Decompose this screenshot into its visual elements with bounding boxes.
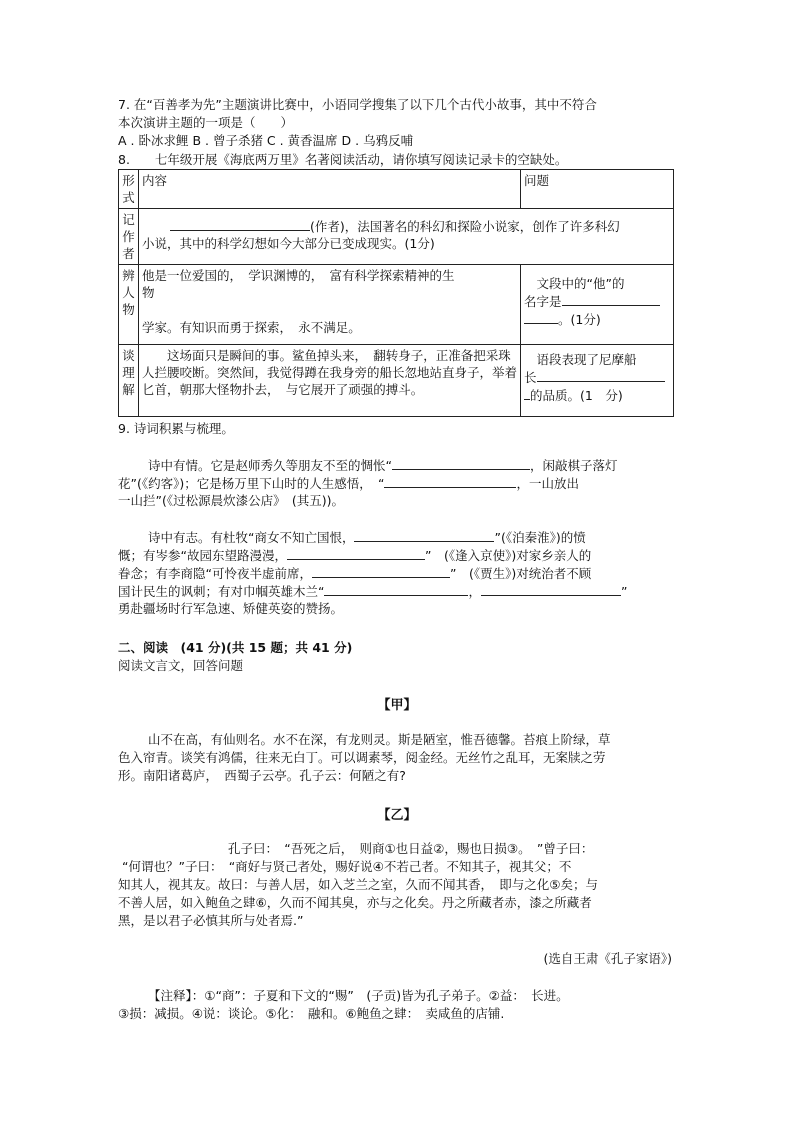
character-text-b: 物 bbox=[142, 285, 155, 300]
q7-stem-line1: 7. 在“百善孝为先”主题演讲比赛中，小语同学搜集了以下几个古代小故事，其中不符合 bbox=[118, 97, 597, 112]
character-name-blank-2[interactable] bbox=[524, 310, 558, 324]
passage-jia-line3: 形。南阳诸葛庐， 西蜀子云亭。孔子云：何陋之有? bbox=[118, 768, 406, 783]
quality-blank[interactable] bbox=[537, 368, 665, 382]
poem-blank-5[interactable] bbox=[312, 564, 450, 578]
author-text-b: 小说，其中的科学幻想如今大部分已变成现实。(1分) bbox=[142, 236, 435, 251]
q9-p1-line3: 一山拦”(《过松源晨炊漆公店》 (其五))。 bbox=[118, 493, 344, 508]
table-header-row bbox=[119, 170, 674, 209]
understanding-q-text-c: 的品质。(1 分) bbox=[530, 388, 623, 403]
passage-yi-label: 【乙】 bbox=[377, 808, 417, 823]
character-name-blank[interactable] bbox=[562, 292, 660, 306]
passage-yi-line4: 不善人居，如入鲍鱼之肆⑥，久而不闻其臭，亦与之化矣。丹之所藏者赤，漆之所藏者 bbox=[118, 895, 592, 910]
character-q-text-c: 。(1分) bbox=[558, 312, 601, 327]
character-content bbox=[139, 265, 521, 345]
notes-line2: ③损：减损。④说：谈论。⑤化： 融和。⑥鲍鱼之肆： 卖咸鱼的店铺. bbox=[118, 1006, 505, 1021]
table-row-understanding bbox=[119, 345, 674, 417]
passage-jia-label: 【甲】 bbox=[377, 698, 417, 713]
reading-record-table bbox=[118, 169, 674, 417]
understanding-content: 这场面只是瞬间的事。鲨鱼掉头来， 翻转身子，正准备把采珠人拦腰咬断。突然间，我觉得蹲在我身旁的船长忽地站直身子，举着匕首，朝那大怪物扑去， 与它展开了顽强的搏斗。 bbox=[139, 345, 521, 417]
passage-yi-line1: 孔子曰： “吾死之后， 则商①也日益②，赐也日损③。 ”曾子曰： bbox=[228, 841, 594, 856]
q9-p1-line2: 花”(《约客》)；它是杨万里下山时的人生感悟， “ ，一山放出 bbox=[118, 476, 579, 491]
table-row-character bbox=[119, 265, 674, 345]
notes-line1: 【注释】：①“商”：子夏和下文的“赐” (子贡)皆为孔子弟子。②益： 长进。 bbox=[148, 988, 569, 1003]
poem-blank-1[interactable] bbox=[392, 456, 530, 470]
q9-p2-line1: 诗中有志。有杜牧“商女不知亡国恨， ”(《泊秦淮》)的愤 bbox=[148, 530, 586, 545]
header-question: 问题 bbox=[521, 170, 674, 209]
poem-blank-4[interactable] bbox=[287, 546, 425, 560]
passage-yi-line3: 知其人，视其友。故曰：与善人居，如入芝兰之室，久而不闻其香， 即与之化⑤矣；与 bbox=[118, 877, 598, 892]
understanding-q-text-a: 语段表现了尼摩船 bbox=[524, 352, 637, 367]
character-q-text-a: 文段中的“他”的 bbox=[524, 276, 625, 291]
q7-stem-line2: 本次演讲主题的一项是（ ） bbox=[118, 115, 294, 130]
passage-yi-line5: 黑，是以君子必慎其所与处者焉.” bbox=[118, 913, 304, 928]
author-text-a: (作者)，法国著名的科幻和探险小说家，创作了许多科幻 bbox=[310, 219, 620, 234]
understanding-question bbox=[521, 345, 674, 417]
header-form: 形式 bbox=[119, 170, 139, 209]
q9-p2-line3: 眷念；有李商隐“可怜夜半虚前席， ” (《贾生》)对统治者不顾 bbox=[118, 566, 592, 581]
table-row-author bbox=[119, 209, 674, 265]
author-blank[interactable] bbox=[170, 217, 310, 231]
row-label-author: 记作者 bbox=[119, 209, 139, 265]
section2-instruction: 阅读文言文，回答问题 bbox=[118, 658, 244, 673]
passage-jia-line1: 山不在高，有仙则名。水不在深，有龙则灵。斯是陋室，惟吾德馨。苔痕上阶绿，草 bbox=[148, 732, 611, 747]
q9-title: 9. 诗词积累与梳理。 bbox=[118, 421, 234, 436]
poem-blank-6[interactable] bbox=[324, 582, 468, 596]
q9-p2-line2: 慨；有岑参“故园东望路漫漫， ” (《逢入京使》)对家乡亲人的 bbox=[118, 548, 592, 563]
poem-blank-7[interactable] bbox=[481, 582, 621, 596]
q9-p2-line5: 勇赴疆场时行军急速、矫健英姿的赞扬。 bbox=[118, 601, 344, 616]
understanding-q-text-b: 长 bbox=[524, 370, 537, 385]
poem-blank-3[interactable] bbox=[354, 528, 494, 542]
q8-title: 8. 七年级开展《海底两万里》名著阅读活动，请你填写阅读记录卡的空缺处。 bbox=[118, 152, 568, 167]
character-q-text-b: 名字是 bbox=[524, 294, 562, 309]
header-content: 内容 bbox=[139, 170, 521, 209]
passage-jia-line2: 色入帘青。谈笑有鸿儒，往来无白丁。可以调素琴，阅金经。无丝竹之乱耳，无案牍之劳 bbox=[118, 750, 606, 765]
passage-yi-line2: “何谓也？”子曰： “商好与贤己者处，赐好说④不若己者。不知其子，视其父；不 bbox=[122, 859, 572, 874]
character-question bbox=[521, 265, 674, 345]
character-text-c: 学家。有知识而勇于探索， 永不满足。 bbox=[142, 320, 361, 335]
poem-blank-2[interactable] bbox=[384, 474, 516, 488]
q7-options: A . 卧冰求鲤 B . 曾子杀猪 C . 黄香温席 D . 乌鸦反哺 bbox=[118, 133, 414, 148]
q9-p2-line4: 国计民生的讽刺；有对巾帼英雄木兰“ ， ” bbox=[118, 584, 628, 599]
section2-heading: 二、阅读 (41 分)(共 15 题；共 41 分) bbox=[118, 640, 353, 655]
character-text-a: 他是一位爱国的， 学识渊博的， 富有科学探索精神的生 bbox=[142, 268, 455, 283]
row-label-character: 辨人物 bbox=[119, 265, 139, 345]
author-content bbox=[139, 209, 674, 265]
passage-source: (选自王肃《孔子家语》) bbox=[543, 951, 672, 966]
row-label-understanding: 谈理解 bbox=[119, 345, 139, 417]
q9-p1-line1: 诗中有情。它是赵师秀久等朋友不至的惆怅“ ，闲敲棋子落灯 bbox=[148, 458, 618, 473]
